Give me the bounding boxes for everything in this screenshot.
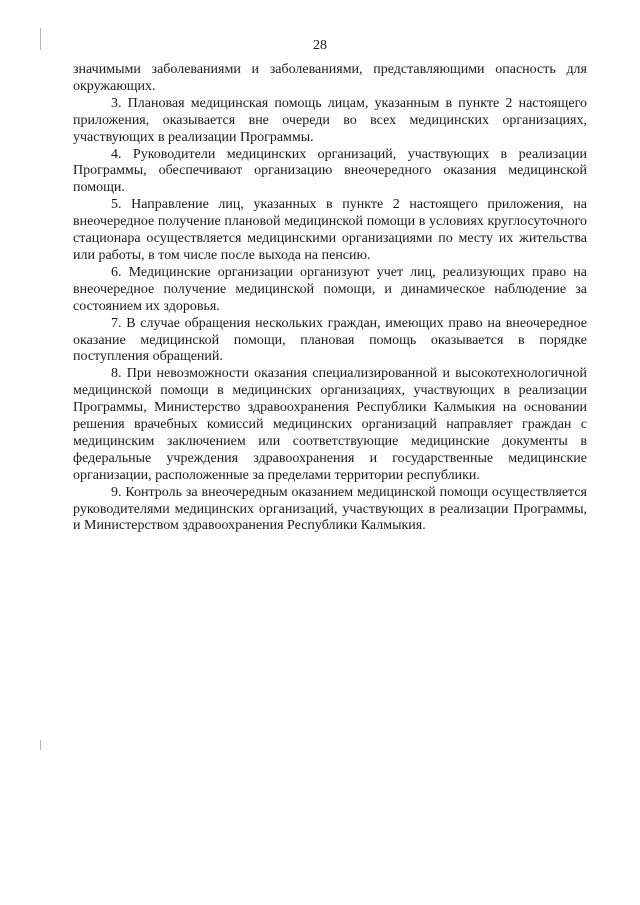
paragraph-item-4: 4. Руководители медицинских организаций, участвующих в реализации Программы, обеспечивают организацию внеочередного оказания медицинской помощи. xyxy=(73,146,587,196)
paragraph-item-7: 7. В случае обращения нескольких граждан, имеющих право на внеочередное оказание медицинской помощи, плановая помощь оказывается в порядке поступления обращений. xyxy=(73,315,587,365)
paragraph-continuation: значимыми заболеваниями и заболеваниями, представляющими опасность для окружающих. xyxy=(73,62,587,94)
page-number: 28 xyxy=(313,38,327,53)
paragraph-item-9: 9. Контроль за внеочередным оказанием медицинской помощи осуществляется руководителями медицинских организаций, участвующих в реализации Программы, и Министерством здравоохранения Республики Калмыкия. xyxy=(73,484,587,534)
paragraph-item-5: 5. Направление лиц, указанных в пункте 2 настоящего приложения, на внеочередное получение плановой медицинской помощи в условиях круглосуточного стационара осуществляется медицинскими организациями по месту их жительства или работы, в том числе после выхода на пенсию. xyxy=(73,197,587,263)
paragraph-item-6: 6. Медицинские организации организуют учет лиц, реализующих право на внеочередное получение медицинской помощи, и динамическое наблюдение за состоянием их здоровья. xyxy=(73,264,587,314)
scan-edge-mark xyxy=(40,740,41,750)
paragraph-item-3: 3. Плановая медицинская помощь лицам, указанным в пункте 2 настоящего приложения, оказывается вне очереди во всех медицинских организациях, участвующих в реализации Программы. xyxy=(73,95,587,145)
paragraph-item-8: 8. При невозможности оказания специализированной и высокотехнологичной медицинской помощи в медицинских организациях, участвующих в реализации Программы, Министерство здравоохранения Республики Калмыкия на основании решения врачебных комиссий медицинских организаций направляет граждан с медицинским заключением или соответствующие медицинские документы в федеральные учреждения здравоохранения и государственные медицинские организации, расположенные за пределами территории республики. xyxy=(73,366,587,483)
document-body xyxy=(73,62,587,535)
